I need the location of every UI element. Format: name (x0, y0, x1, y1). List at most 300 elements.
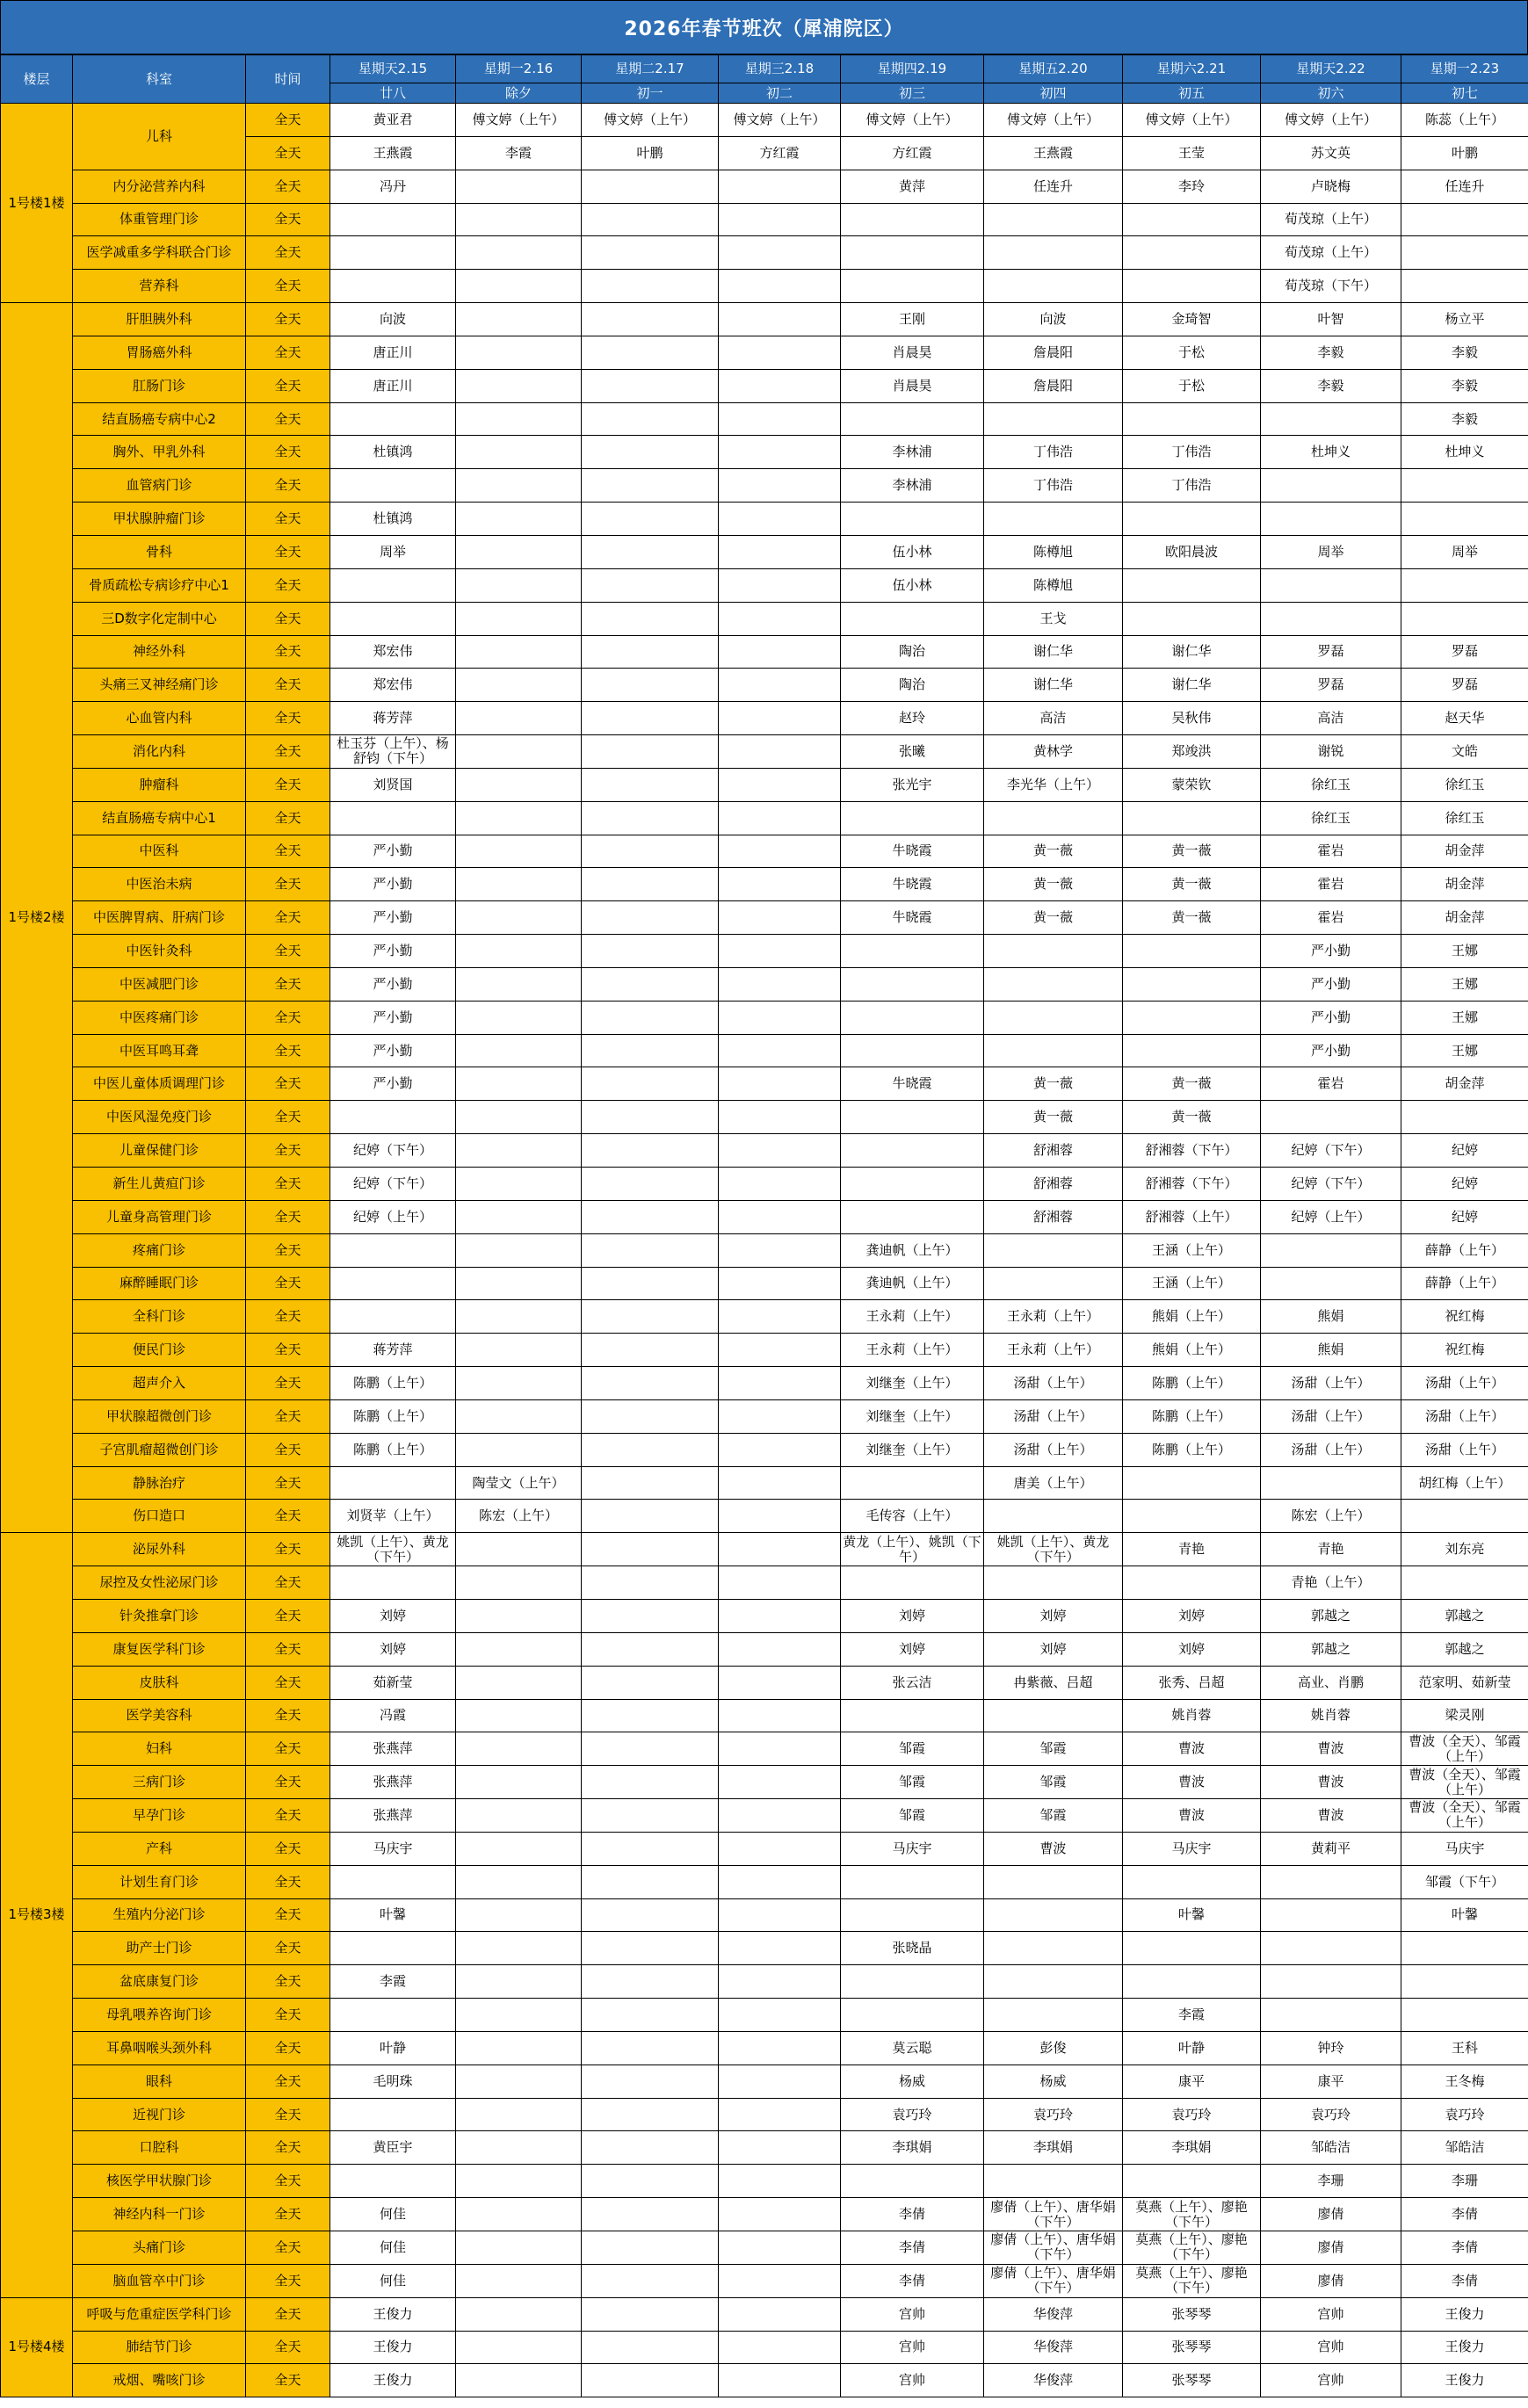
dept-label: 神经内科一门诊 (73, 2198, 246, 2231)
doctor-cell: 熊娟 (1261, 1300, 1401, 1334)
schedule-row (1, 1334, 1528, 1367)
dept-label: 心血管内科 (73, 702, 246, 735)
schedule-row (1, 1766, 1528, 1799)
doctor-cell: 金琦智 (1123, 303, 1261, 336)
doctor-cell (456, 835, 582, 868)
doctor-cell: 康平 (1261, 2065, 1401, 2098)
doctor-cell: 霍岩 (1261, 1067, 1401, 1101)
doctor-cell: 汤甜（上午） (1261, 1367, 1401, 1400)
doctor-cell (841, 402, 984, 436)
doctor-cell: 袁巧玲 (1123, 2098, 1261, 2131)
doctor-cell (984, 1699, 1123, 1732)
schedule-row (1, 1898, 1528, 1932)
doctor-cell: 华俊萍 (984, 2297, 1123, 2331)
dept-label: 儿童保健门诊 (73, 1134, 246, 1168)
doctor-cell: 叶馨 (1401, 1898, 1528, 1932)
doctor-cell (456, 236, 582, 270)
doctor-cell (582, 1233, 719, 1267)
doctor-cell: 霍岩 (1261, 835, 1401, 868)
doctor-cell: 李倩 (1401, 2198, 1528, 2231)
doctor-cell (719, 1267, 841, 1300)
day-lunar-header: 初七 (1401, 83, 1528, 104)
doctor-cell: 李霞 (330, 1965, 456, 1999)
doctor-cell: 于松 (1123, 369, 1261, 402)
doctor-cell (582, 336, 719, 369)
doctor-cell (582, 967, 719, 1001)
doctor-cell: 马庆宇 (841, 1832, 984, 1865)
schedule-row (1, 1267, 1528, 1300)
doctor-cell (1261, 1898, 1401, 1932)
time-label: 全天 (246, 1200, 330, 1233)
doctor-cell: 傅文婷（上午） (1261, 104, 1401, 137)
doctor-cell: 汤甜（上午） (984, 1433, 1123, 1466)
doctor-cell: 刘婷 (1123, 1599, 1261, 1632)
doctor-cell: 王俊力 (1401, 2331, 1528, 2364)
doctor-cell (456, 2198, 582, 2231)
doctor-cell: 刘婷 (984, 1599, 1123, 1632)
time-label: 全天 (246, 868, 330, 901)
doctor-cell (719, 568, 841, 602)
doctor-cell: 罗磊 (1401, 635, 1528, 669)
schedule-row (1, 170, 1528, 203)
schedule-row (1, 967, 1528, 1001)
doctor-cell (456, 1134, 582, 1168)
schedule-row (1, 1367, 1528, 1400)
doctor-cell (456, 1699, 582, 1732)
doctor-cell: 黄莉平 (1261, 1832, 1401, 1865)
dept-label: 母乳喂养咨询门诊 (73, 1999, 246, 2032)
time-label: 全天 (246, 1832, 330, 1865)
doctor-cell: 任连升 (1401, 170, 1528, 203)
doctor-cell (582, 835, 719, 868)
doctor-cell (841, 1898, 984, 1932)
doctor-cell: 黄一薇 (984, 868, 1123, 901)
doctor-cell (1401, 1566, 1528, 1600)
doctor-cell (330, 602, 456, 635)
doctor-cell (719, 2231, 841, 2265)
dept-label: 中医治未病 (73, 868, 246, 901)
dept-label: 尿控及女性泌尿门诊 (73, 1566, 246, 1600)
day-lunar-header: 初三 (841, 83, 984, 104)
dept-label: 内分泌营养内科 (73, 170, 246, 203)
doctor-cell: 彭俊 (984, 2031, 1123, 2065)
schedule-row (1, 2098, 1528, 2131)
doctor-cell: 陶莹文（上午） (456, 1466, 582, 1500)
time-label: 全天 (246, 2065, 330, 2098)
doctor-cell: 徐红玉 (1401, 768, 1528, 801)
doctor-cell (1401, 503, 1528, 536)
doctor-cell (582, 1999, 719, 2032)
doctor-cell (330, 402, 456, 436)
dept-label: 麻醉睡眠门诊 (73, 1267, 246, 1300)
doctor-cell: 廖倩（上午）、唐华娟（下午） (984, 2198, 1123, 2231)
doctor-cell: 牛晓霞 (841, 868, 984, 901)
doctor-cell: 刘继奎（上午） (841, 1433, 984, 1466)
time-label: 全天 (246, 1632, 330, 1666)
doctor-cell: 曹波 (984, 1832, 1123, 1865)
dept-label: 肿瘤科 (73, 768, 246, 801)
doctor-cell: 纪婷（下午） (1261, 1168, 1401, 1201)
doctor-cell: 严小勤 (330, 868, 456, 901)
doctor-cell: 黄一薇 (984, 835, 1123, 868)
doctor-cell (719, 1433, 841, 1466)
doctor-cell: 李倩 (1401, 2231, 1528, 2265)
doctor-cell (456, 801, 582, 835)
doctor-cell (456, 1433, 582, 1466)
doctor-cell: 郑竣洪 (1123, 735, 1261, 769)
doctor-cell: 马庆宇 (1401, 1832, 1528, 1865)
dept-label: 康复医学科门诊 (73, 1632, 246, 1666)
doctor-cell: 姚肖蓉 (1123, 1699, 1261, 1732)
doctor-cell: 刘继奎（上午） (841, 1399, 984, 1433)
doctor-cell: 张琴琴 (1123, 2331, 1261, 2364)
doctor-cell: 卢晓梅 (1261, 170, 1401, 203)
doctor-cell (719, 1399, 841, 1433)
time-label: 全天 (246, 1433, 330, 1466)
dept-label: 新生儿黄疸门诊 (73, 1168, 246, 1201)
doctor-cell: 宫帅 (1261, 2364, 1401, 2397)
doctor-cell (719, 303, 841, 336)
doctor-cell: 马庆宇 (1123, 1832, 1261, 1865)
doctor-cell: 龚迪帆（上午） (841, 1267, 984, 1300)
doctor-cell (456, 2331, 582, 2364)
doctor-cell (984, 967, 1123, 1001)
doctor-cell (719, 1168, 841, 1201)
doctor-cell: 叶静 (330, 2031, 456, 2065)
doctor-cell (841, 1699, 984, 1732)
dept-label: 超声介入 (73, 1367, 246, 1400)
doctor-cell (330, 1233, 456, 1267)
doctor-cell: 陈鹏（上午） (1123, 1399, 1261, 1433)
schedule-row (1, 535, 1528, 568)
doctor-cell (456, 1898, 582, 1932)
doctor-cell (719, 1500, 841, 1533)
doctor-cell: 刘婷 (330, 1599, 456, 1632)
doctor-cell: 杜玉芬（上午）、杨舒钧（下午） (330, 735, 456, 769)
doctor-cell (719, 1999, 841, 2032)
doctor-cell: 青艳 (1123, 1533, 1261, 1566)
doctor-cell (1123, 568, 1261, 602)
doctor-cell (841, 801, 984, 835)
doctor-cell: 王刚 (841, 303, 984, 336)
doctor-cell (1261, 1999, 1401, 2032)
doctor-cell: 刘婷 (984, 1632, 1123, 1666)
doctor-cell: 肖晨昊 (841, 336, 984, 369)
doctor-cell: 何佳 (330, 2264, 456, 2297)
doctor-cell: 曹波（全天）、邹霞（上午） (1401, 1732, 1528, 1766)
doctor-cell: 舒湘蓉（下午） (1123, 1168, 1261, 1201)
doctor-cell (719, 402, 841, 436)
doctor-cell (984, 1500, 1123, 1533)
doctor-cell: 曹波 (1261, 1732, 1401, 1766)
doctor-cell (582, 236, 719, 270)
doctor-cell (456, 170, 582, 203)
floor-label: 1号楼1楼 (1, 104, 73, 303)
doctor-cell: 刘贤国 (330, 768, 456, 801)
doctor-cell: 霍岩 (1261, 901, 1401, 935)
doctor-cell (719, 369, 841, 402)
doctor-cell: 刘东亮 (1401, 1533, 1528, 1566)
doctor-cell: 唐正川 (330, 336, 456, 369)
doctor-cell: 叶鹏 (582, 136, 719, 170)
doctor-cell: 舒湘蓉 (984, 1200, 1123, 1233)
schedule-row (1, 104, 1528, 137)
time-label: 全天 (246, 2098, 330, 2131)
doctor-cell: 李毅 (1401, 369, 1528, 402)
doctor-cell (1123, 2165, 1261, 2198)
doctor-cell (841, 967, 984, 1001)
doctor-cell (456, 436, 582, 469)
doctor-cell: 舒湘蓉（上午） (1123, 1200, 1261, 1233)
doctor-cell: 蒋芳萍 (330, 1334, 456, 1367)
doctor-cell: 丁伟浩 (984, 469, 1123, 503)
doctor-cell: 方红霞 (719, 136, 841, 170)
doctor-cell (456, 2364, 582, 2397)
doctor-cell: 霍岩 (1261, 868, 1401, 901)
doctor-cell (719, 535, 841, 568)
time-label: 全天 (246, 2331, 330, 2364)
doctor-cell: 郭越之 (1401, 1632, 1528, 1666)
schedule-row (1, 1799, 1528, 1833)
time-label: 全天 (246, 2364, 330, 2397)
doctor-cell: 叶静 (1123, 2031, 1261, 2065)
doctor-cell (1261, 568, 1401, 602)
dept-label: 血管病门诊 (73, 469, 246, 503)
doctor-cell (841, 1168, 984, 1201)
doctor-cell (719, 2031, 841, 2065)
doctor-cell (456, 1367, 582, 1400)
doctor-cell: 傅文婷（上午） (456, 104, 582, 137)
doctor-cell: 熊娟（上午） (1123, 1300, 1261, 1334)
doctor-cell (719, 1965, 841, 1999)
day-date-header: 星期五2.20 (984, 55, 1123, 83)
schedule-row (1, 1632, 1528, 1666)
doctor-cell: 王娜 (1401, 967, 1528, 1001)
doctor-cell (1401, 1101, 1528, 1134)
doctor-cell: 廖倩（上午）、唐华娟（下午） (984, 2264, 1123, 2297)
doctor-cell (719, 768, 841, 801)
doctor-cell: 陈鹏（上午） (330, 1367, 456, 1400)
doctor-cell (582, 768, 719, 801)
doctor-cell (1261, 1965, 1401, 1999)
doctor-cell: 袁巧玲 (1401, 2098, 1528, 2131)
schedule-row (1, 1599, 1528, 1632)
doctor-cell (984, 1932, 1123, 1965)
doctor-cell (1261, 1932, 1401, 1965)
dept-label: 中医儿童体质调理门诊 (73, 1067, 246, 1101)
time-label: 全天 (246, 1799, 330, 1833)
doctor-cell: 谢仁华 (984, 669, 1123, 702)
time-label: 全天 (246, 303, 330, 336)
doctor-cell (841, 1200, 984, 1233)
doctor-cell: 曹波（全天）、邹霞（上午） (1401, 1799, 1528, 1833)
doctor-cell: 郭越之 (1261, 1599, 1401, 1632)
doctor-cell (582, 436, 719, 469)
doctor-cell: 严小勤 (1261, 1034, 1401, 1067)
doctor-cell (1123, 1865, 1261, 1898)
doctor-cell: 张琴琴 (1123, 2364, 1261, 2397)
doctor-cell: 黄萍 (841, 170, 984, 203)
time-label: 全天 (246, 1566, 330, 1600)
time-label: 全天 (246, 1466, 330, 1500)
doctor-cell: 黄一薇 (1123, 1101, 1261, 1134)
doctor-cell: 纪婷（下午） (330, 1168, 456, 1201)
doctor-cell: 姚凯（上午）、黄龙（下午） (984, 1533, 1123, 1566)
doctor-cell (582, 1101, 719, 1134)
dept-label: 全科门诊 (73, 1300, 246, 1334)
doctor-cell: 刘婷 (330, 1632, 456, 1666)
doctor-cell (582, 602, 719, 635)
doctor-cell: 荀茂琼（上午） (1261, 203, 1401, 236)
dept-label: 医学减重多学科联合门诊 (73, 236, 246, 270)
dept-label: 甲状腺肿瘤门诊 (73, 503, 246, 536)
doctor-cell (719, 1334, 841, 1367)
doctor-cell: 胡金萍 (1401, 901, 1528, 935)
doctor-cell: 邹霞 (841, 1799, 984, 1833)
doctor-cell: 康平 (1123, 2065, 1261, 2098)
doctor-cell (456, 1399, 582, 1433)
doctor-cell (719, 2098, 841, 2131)
doctor-cell: 谢锐 (1261, 735, 1401, 769)
schedule-row (1, 901, 1528, 935)
doctor-cell (582, 1666, 719, 1699)
doctor-cell (582, 1898, 719, 1932)
time-label: 全天 (246, 402, 330, 436)
doctor-cell (719, 336, 841, 369)
dept-label: 肺结节门诊 (73, 2331, 246, 2364)
schedule-row (1, 469, 1528, 503)
dept-label: 助产士门诊 (73, 1932, 246, 1965)
dept-label: 肝胆胰外科 (73, 303, 246, 336)
doctor-cell: 纪婷 (1401, 1200, 1528, 1233)
doctor-cell (719, 967, 841, 1001)
doctor-cell: 王冬梅 (1401, 2065, 1528, 2098)
doctor-cell (582, 535, 719, 568)
doctor-cell (841, 1034, 984, 1067)
doctor-cell (719, 835, 841, 868)
time-label: 全天 (246, 835, 330, 868)
schedule-row (1, 635, 1528, 669)
doctor-cell: 华俊萍 (984, 2364, 1123, 2397)
doctor-cell (984, 801, 1123, 835)
doctor-cell (841, 935, 984, 968)
dept-label: 中医科 (73, 835, 246, 868)
dept-label: 伤口造口 (73, 1500, 246, 1533)
doctor-cell: 杜镇鸿 (330, 436, 456, 469)
doctor-cell: 陶治 (841, 669, 984, 702)
doctor-cell: 王科 (1401, 2031, 1528, 2065)
dept-label: 头痛三叉神经痛门诊 (73, 669, 246, 702)
doctor-cell: 王俊力 (330, 2297, 456, 2331)
doctor-cell (582, 1034, 719, 1067)
doctor-cell: 黄一薇 (1123, 901, 1261, 935)
doctor-cell (719, 1732, 841, 1766)
time-label: 全天 (246, 1001, 330, 1034)
doctor-cell: 杨立平 (1401, 303, 1528, 336)
time-label: 全天 (246, 1134, 330, 1168)
doctor-cell: 荀茂琼（下午） (1261, 270, 1401, 303)
schedule-table (0, 54, 1528, 2397)
doctor-cell (330, 270, 456, 303)
doctor-cell: 严小勤 (1261, 1001, 1401, 1034)
doctor-cell: 肖晨昊 (841, 369, 984, 402)
time-label: 全天 (246, 2198, 330, 2231)
doctor-cell: 姚肖蓉 (1261, 1699, 1401, 1732)
time-label: 全天 (246, 2165, 330, 2198)
doctor-cell: 罗磊 (1401, 669, 1528, 702)
doctor-cell: 纪婷 (1401, 1168, 1528, 1201)
doctor-cell (1123, 1466, 1261, 1500)
doctor-cell: 汤甜（上午） (984, 1367, 1123, 1400)
dept-header: 科室 (73, 55, 246, 104)
doctor-cell: 李倩 (841, 2198, 984, 2231)
schedule-row (1, 669, 1528, 702)
doctor-cell: 张晓晶 (841, 1932, 984, 1965)
dept-label: 神经外科 (73, 635, 246, 669)
doctor-cell: 曹波（全天）、邹霞（上午） (1401, 1766, 1528, 1799)
day-date-header: 星期一2.16 (456, 55, 582, 83)
doctor-cell: 刘婷 (1123, 1632, 1261, 1666)
doctor-cell: 伍小林 (841, 568, 984, 602)
doctor-cell: 徐红玉 (1261, 801, 1401, 835)
doctor-cell: 牛晓霞 (841, 835, 984, 868)
doctor-cell (719, 1632, 841, 1666)
doctor-cell: 王涵（上午） (1123, 1233, 1261, 1267)
floor-label: 1号楼3楼 (1, 1533, 73, 2297)
doctor-cell (719, 503, 841, 536)
doctor-cell: 严小勤 (330, 967, 456, 1001)
doctor-cell (330, 1932, 456, 1965)
doctor-cell: 邹霞（下午） (1401, 1865, 1528, 1898)
doctor-cell (719, 1300, 841, 1334)
doctor-cell: 李林浦 (841, 436, 984, 469)
dept-label: 消化内科 (73, 735, 246, 769)
doctor-cell: 王燕霞 (984, 136, 1123, 170)
doctor-cell: 荀茂琼（上午） (1261, 236, 1401, 270)
doctor-cell (330, 568, 456, 602)
time-label: 全天 (246, 1865, 330, 1898)
doctor-cell (330, 1566, 456, 1600)
doctor-cell (456, 768, 582, 801)
doctor-cell: 汤甜（上午） (1401, 1399, 1528, 1433)
doctor-cell: 严小勤 (330, 901, 456, 935)
doctor-cell (719, 602, 841, 635)
day-date-header: 星期二2.17 (582, 55, 719, 83)
doctor-cell: 胡金萍 (1401, 1067, 1528, 1101)
doctor-cell: 毛明珠 (330, 2065, 456, 2098)
schedule-row (1, 402, 1528, 436)
doctor-cell (582, 1865, 719, 1898)
doctor-cell: 冯霞 (330, 1699, 456, 1732)
doctor-cell (456, 1666, 582, 1699)
day-lunar-header: 除夕 (456, 83, 582, 104)
time-label: 全天 (246, 1599, 330, 1632)
schedule-row (1, 303, 1528, 336)
schedule-row (1, 1732, 1528, 1766)
doctor-cell: 傅文婷（上午） (1123, 104, 1261, 137)
doctor-cell (1123, 801, 1261, 835)
doctor-cell (582, 2031, 719, 2065)
doctor-cell (719, 868, 841, 901)
schedule-row (1, 1001, 1528, 1034)
doctor-cell: 唐正川 (330, 369, 456, 402)
doctor-cell: 黄亚君 (330, 104, 456, 137)
doctor-cell (719, 2297, 841, 2331)
schedule-row (1, 1101, 1528, 1134)
day-date-header: 星期三2.18 (719, 55, 841, 83)
doctor-cell (456, 1233, 582, 1267)
doctor-cell: 纪婷（上午） (1261, 1200, 1401, 1233)
